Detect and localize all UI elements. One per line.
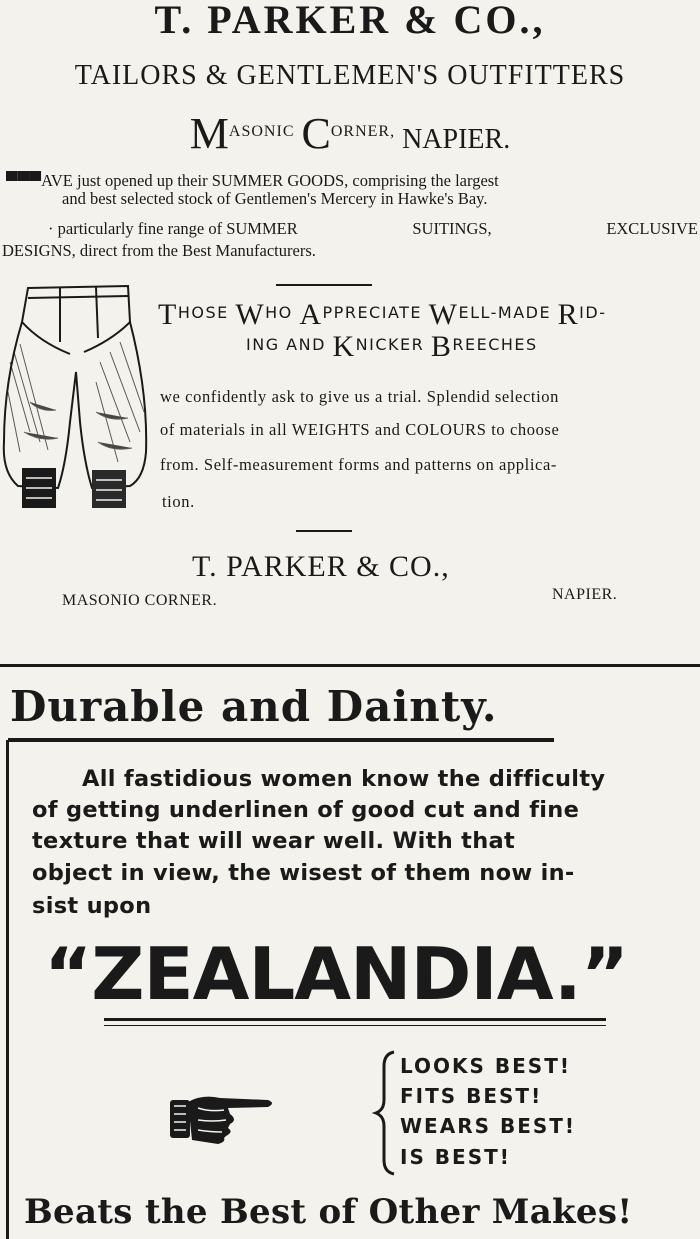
p2-seg-c: EXCLUSIVE: [606, 219, 698, 238]
hl-cap: R: [557, 298, 580, 331]
p2-seg-b: SUITINGS,: [412, 219, 492, 238]
hl-rest: ID-: [579, 303, 607, 322]
short-divider: [276, 284, 372, 286]
zealandia-heading: Durable and Dainty.: [10, 682, 498, 731]
parker-paragraph1-line2: and best selected stock of Gentlemen's Mercery in Hawke's Bay.: [62, 189, 488, 208]
zealandia-footer: Beats the Best of Other Makes!: [24, 1192, 633, 1232]
parker-signature-city: NAPIER.: [552, 586, 618, 603]
parker-signature-name: T. PARKER & CO.,: [192, 550, 450, 583]
hl-cap: T: [158, 298, 178, 331]
address-masonic: ASONIC: [228, 123, 295, 140]
parker-body-line1: we confidently ask to give us a trial. Splendid selection: [160, 387, 559, 406]
parker-body-line4: tion.: [162, 492, 195, 511]
claim-looks-best: LOOKS BEST!: [400, 1054, 571, 1078]
parker-title: T. PARKER & CO.,: [154, 0, 546, 42]
claim-is-best: IS BEST!: [400, 1145, 511, 1169]
parker-signature-address: MASONIO CORNER.: [62, 592, 218, 609]
zealandia-body-line1: All fastidious women know the difficulty: [82, 766, 606, 792]
hl-rest: PPRECIATE: [322, 303, 429, 322]
hl-rest: ING AND: [246, 335, 333, 354]
hl-rest: ELL-MADE: [458, 303, 558, 322]
address-cap-m: M: [189, 109, 229, 158]
pointing-hand-icon: [168, 1090, 276, 1146]
brace-icon: [372, 1050, 398, 1176]
address-corner: ORNER,: [330, 123, 396, 140]
hl-cap: B: [430, 330, 453, 363]
hl-cap: W: [235, 298, 266, 331]
hl-rest: NICKER: [355, 335, 431, 354]
parker-body-line3: from. Self-measurement forms and patterns on applica-: [160, 455, 557, 474]
short-divider: [296, 530, 352, 532]
zealandia-brand: “ZEALANDIA.”: [44, 932, 629, 1016]
claim-wears-best: WEARS BEST!: [400, 1114, 577, 1138]
parker-headline-line1: [158, 298, 606, 332]
zealandia-body-line2: of getting underlinen of good cut and fine: [32, 797, 580, 823]
parker-paragraph1-line1: ▀▀▀AVE just opened up their SUMMER GOODS, comprising the largest: [6, 171, 499, 190]
zealandia-body-line4: object in view, the wisest of them now in-: [32, 860, 575, 886]
parker-paragraph2-line1: [48, 218, 698, 239]
address-cap-c: C: [301, 109, 331, 158]
hl-cap: K: [332, 330, 356, 363]
claim-fits-best: FITS BEST!: [400, 1084, 543, 1108]
parker-address: [0, 109, 700, 158]
hl-rest: HO: [265, 303, 300, 322]
hl-cap: A: [299, 298, 323, 331]
address-city: NAPIER.: [402, 124, 511, 155]
ad-separator: [0, 664, 700, 667]
hl-cap: W: [428, 298, 459, 331]
parker-headline-line2: [246, 330, 538, 364]
hl-rest: REECHES: [452, 335, 538, 354]
zealandia-body-line3: texture that will wear well. With that: [32, 828, 516, 854]
hl-rest: HOSE: [177, 303, 236, 322]
box-left-border: [6, 740, 9, 1239]
parker-subtitle: TAILORS & GENTLEMEN'S OUTFITTERS: [74, 60, 626, 91]
heading-underline: [8, 738, 554, 742]
brand-rule-bottom: [104, 1025, 606, 1026]
zealandia-body-line5: sist upon: [32, 893, 152, 919]
breeches-illustration: [0, 282, 150, 514]
p2-seg-a: · particularly fine range of SUMMER: [48, 219, 298, 238]
parker-body-line2: of materials in all WEIGHTS and COLOURS to choose: [160, 420, 560, 439]
parker-paragraph2-line2: DESIGNS, direct from the Best Manufacturers.: [2, 241, 316, 260]
brand-rule-top: [104, 1018, 606, 1021]
